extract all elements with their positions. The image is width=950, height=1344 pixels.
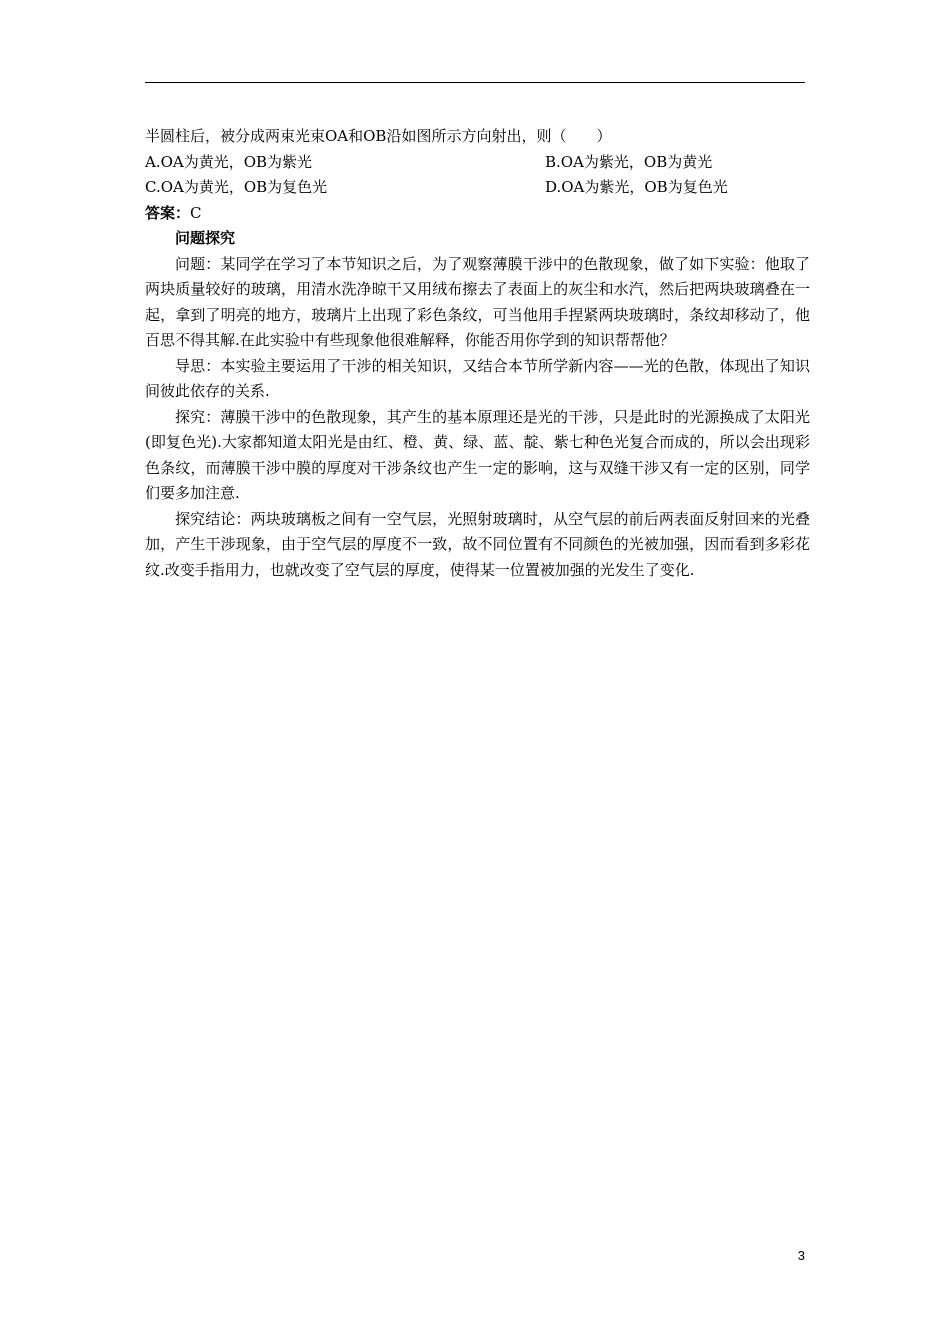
question-stem: 半圆柱后，被分成两束光束OA和OB沿如图所示方向射出，则（ ）: [145, 127, 612, 145]
header-rule: [145, 82, 805, 83]
paragraph-question: 问题：某同学在学习了本节知识之后，为了观察薄膜干涉中的色散现象，做了如下实验：他取了两块质量较好的玻璃，用清水洗净晾干又用绒布擦去了表面上的灰尘和水汽，然后把两块玻璃叠在一起，拿到了明亮的地方，玻璃片上出现了彩色条纹，可当他用手捏紧两块玻璃时，条纹却移动了，他百思不得其解.在此实验中有些现象他很难解释，你能否用你学到的知识帮帮他？: [145, 254, 810, 349]
answer-row: [145, 201, 810, 227]
paragraph-guide: 导思：本实验主要运用了干涉的相关知识，又结合本节所学新内容——光的色散，体现出了知识间彼此依存的关系.: [145, 356, 810, 400]
option-d: D.OA为紫光，OB为复色光: [545, 178, 728, 196]
answer-value: C: [190, 203, 202, 222]
option-c: C.OA为黄光，OB为复色光: [145, 178, 328, 196]
answer-options: [145, 150, 810, 201]
paragraph-inquiry: 探究：薄膜干涉中的色散现象，其产生的基本原理还是光的干涉，只是此时的光源换成了太阳光(即复色光).大家都知道太阳光是由红、橙、黄、绿、蓝、靛、紫七种色光复合而成的，所以会出现彩色条纹，而薄膜干涉中膜的厚度对干涉条纹也产生一定的影响，这与双缝干涉又有一定的区别，同学们要多加注意.: [145, 407, 810, 502]
paragraph-conclusion: 探究结论：两块玻璃板之间有一空气层，光照射玻璃时，从空气层的前后两表面反射回来的光叠加，产生干涉现象，由于空气层的厚度不一致，故不同位置有不同颜色的光被加强，因而看到多彩花纹.改变手指用力，也就改变了空气层的厚度，使得某一位置被加强的光发生了变化.: [145, 509, 810, 579]
section-heading: 问题探究: [175, 229, 236, 247]
option-a: A.OA为黄光，OB为紫光: [145, 152, 313, 171]
page-number: 3: [797, 1248, 805, 1263]
option-b: B.OA为紫光，OB为黄光: [545, 152, 713, 171]
page-content: [145, 124, 810, 583]
answer-label: 答案：: [145, 203, 191, 222]
